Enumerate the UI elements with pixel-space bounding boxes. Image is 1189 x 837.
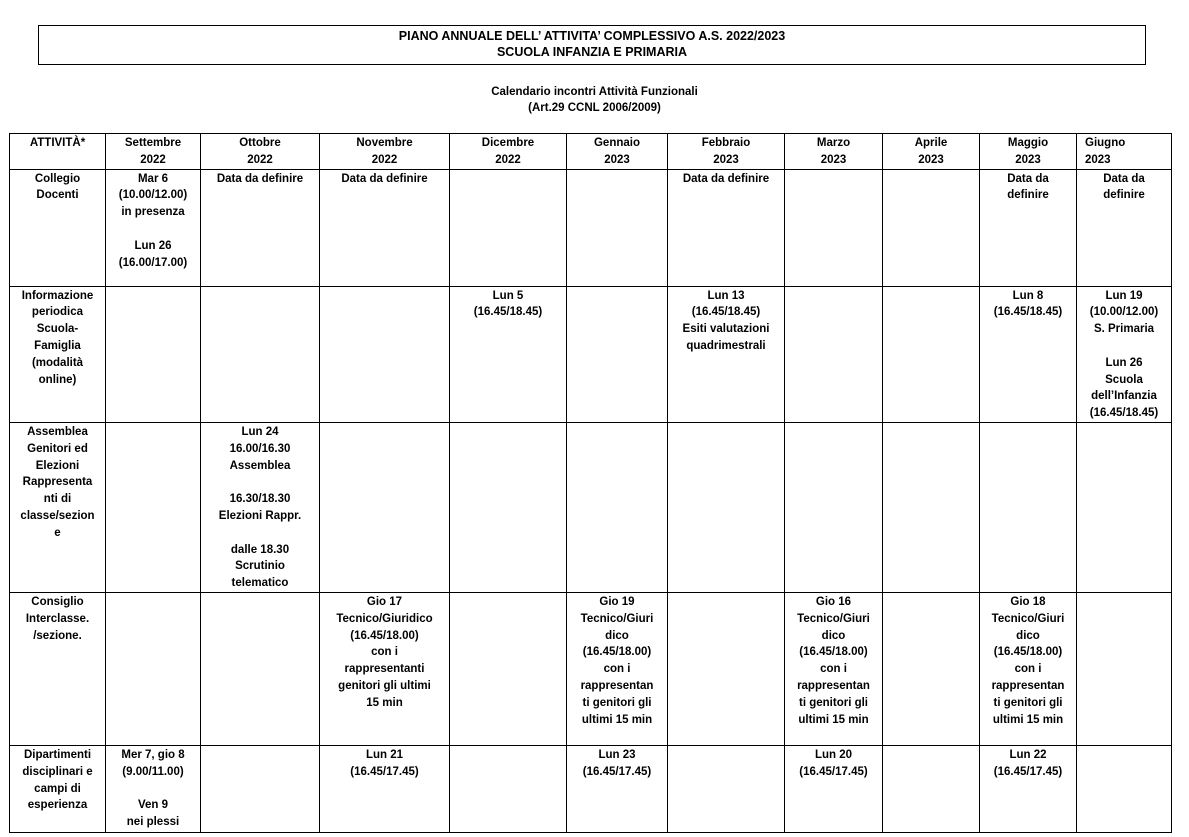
table-cell [201, 286, 320, 422]
column-header-month: Gennaio 2023 [567, 134, 668, 170]
table-cell [980, 422, 1077, 592]
table-cell [883, 592, 980, 745]
activity-name-cell: Consiglio Interclasse. /sezione. [10, 592, 106, 745]
column-header-month: Giugno 2023 [1077, 134, 1172, 170]
column-header-month: Ottobre 2022 [201, 134, 320, 170]
table-cell: Lun 8 (16.45/18.45) [980, 286, 1077, 422]
activity-name-cell: Collegio Docenti [10, 169, 106, 286]
table-cell [450, 422, 567, 592]
column-header-month: Febbraio 2023 [668, 134, 785, 170]
table-cell [1077, 745, 1172, 832]
table-cell [668, 422, 785, 592]
table-cell: Data da definire [980, 169, 1077, 286]
table-cell: Lun 21 (16.45/17.45) [320, 745, 450, 832]
column-header-month: Settembre 2022 [106, 134, 201, 170]
table-cell: Gio 19 Tecnico/Giuri dico (16.45/18.00) con i rappresentan ti genitori gli ultimi 15 min [567, 592, 668, 745]
column-header-month: Maggio 2023 [980, 134, 1077, 170]
table-cell: Data da definire [1077, 169, 1172, 286]
table-cell [106, 286, 201, 422]
column-header-month: Aprile 2023 [883, 134, 980, 170]
table-cell: Lun 24 16.00/16.30 Assemblea 16.30/18.30 Elezioni Rappr. dalle 18.30 Scrutinio telematico [201, 422, 320, 592]
calendar-caption [0, 84, 1189, 116]
table-cell [106, 422, 201, 592]
table-cell [106, 592, 201, 745]
table-cell: Data da definire [201, 169, 320, 286]
table-cell: Lun 22 (16.45/17.45) [980, 745, 1077, 832]
activity-name-cell: Assemblea Genitori ed Elezioni Rappresenta nti di classe/sezion e [10, 422, 106, 592]
table-cell: Data da definire [668, 169, 785, 286]
table-cell [450, 745, 567, 832]
table-cell [668, 745, 785, 832]
table-cell: Mar 6 (10.00/12.00) in presenza Lun 26 (16.00/17.00) [106, 169, 201, 286]
column-header-month: Novembre 2022 [320, 134, 450, 170]
table-cell [883, 745, 980, 832]
table-cell [201, 745, 320, 832]
table-cell [450, 592, 567, 745]
table-cell: Gio 18 Tecnico/Giuri dico (16.45/18.00) con i rappresentan ti genitori gli ultimi 15 min [980, 592, 1077, 745]
table-cell: Data da definire [320, 169, 450, 286]
table-cell: Lun 13 (16.45/18.45) Esiti valutazioni quadrimestrali [668, 286, 785, 422]
table-row [10, 592, 1172, 745]
table-cell [450, 169, 567, 286]
table-cell [320, 286, 450, 422]
column-header-month: Marzo 2023 [785, 134, 883, 170]
table-cell [1077, 592, 1172, 745]
document-title: PIANO ANNUALE DELL’ ATTIVITA’ COMPLESSIVO A.S. 2022/2023 [398, 29, 786, 43]
table-cell [567, 286, 668, 422]
activity-name-cell: Informazione periodica Scuola- Famiglia (modalità online) [10, 286, 106, 422]
table-cell: Gio 16 Tecnico/Giuri dico (16.45/18.00) con i rappresentan ti genitori gli ultimi 15 min [785, 592, 883, 745]
activity-name-cell: Dipartimenti disciplinari e campi di esperienza [10, 745, 106, 832]
table-cell [201, 592, 320, 745]
table-cell [785, 286, 883, 422]
column-header-activity: ATTIVITÀ* [10, 134, 106, 170]
table-row [10, 169, 1172, 286]
table-cell [567, 422, 668, 592]
column-header-month: Dicembre 2022 [450, 134, 567, 170]
table-cell [320, 422, 450, 592]
table-cell: Lun 5 (16.45/18.45) [450, 286, 567, 422]
table-cell [668, 592, 785, 745]
document-subtitle-school: SCUOLA INFANZIA E PRIMARIA [496, 45, 688, 59]
table-cell [883, 169, 980, 286]
activities-calendar-table [9, 133, 1172, 833]
table-cell: Lun 20 (16.45/17.45) [785, 745, 883, 832]
table-cell [883, 286, 980, 422]
table-cell: Gio 17 Tecnico/Giuridico (16.45/18.00) con i rappresentanti genitori gli ultimi 15 min [320, 592, 450, 745]
table-cell: Lun 19 (10.00/12.00) S. Primaria Lun 26 Scuola dell’Infanzia (16.45/18.45) [1077, 286, 1172, 422]
table-cell [883, 422, 980, 592]
table-row [10, 745, 1172, 832]
table-cell: Lun 23 (16.45/17.45) [567, 745, 668, 832]
table-cell [785, 422, 883, 592]
table-row [10, 286, 1172, 422]
table-cell [1077, 422, 1172, 592]
table-cell: Mer 7, gio 8 (9.00/11.00) Ven 9 nei plessi [106, 745, 201, 832]
table-row [10, 422, 1172, 592]
calendar-caption-reference: (Art.29 CCNL 2006/2009) [528, 102, 661, 114]
table-header-row [10, 134, 1172, 170]
table-cell [785, 169, 883, 286]
table-cell [567, 169, 668, 286]
document-title-box [38, 25, 1146, 65]
calendar-caption-title: Calendario incontri Attività Funzionali [491, 86, 698, 98]
